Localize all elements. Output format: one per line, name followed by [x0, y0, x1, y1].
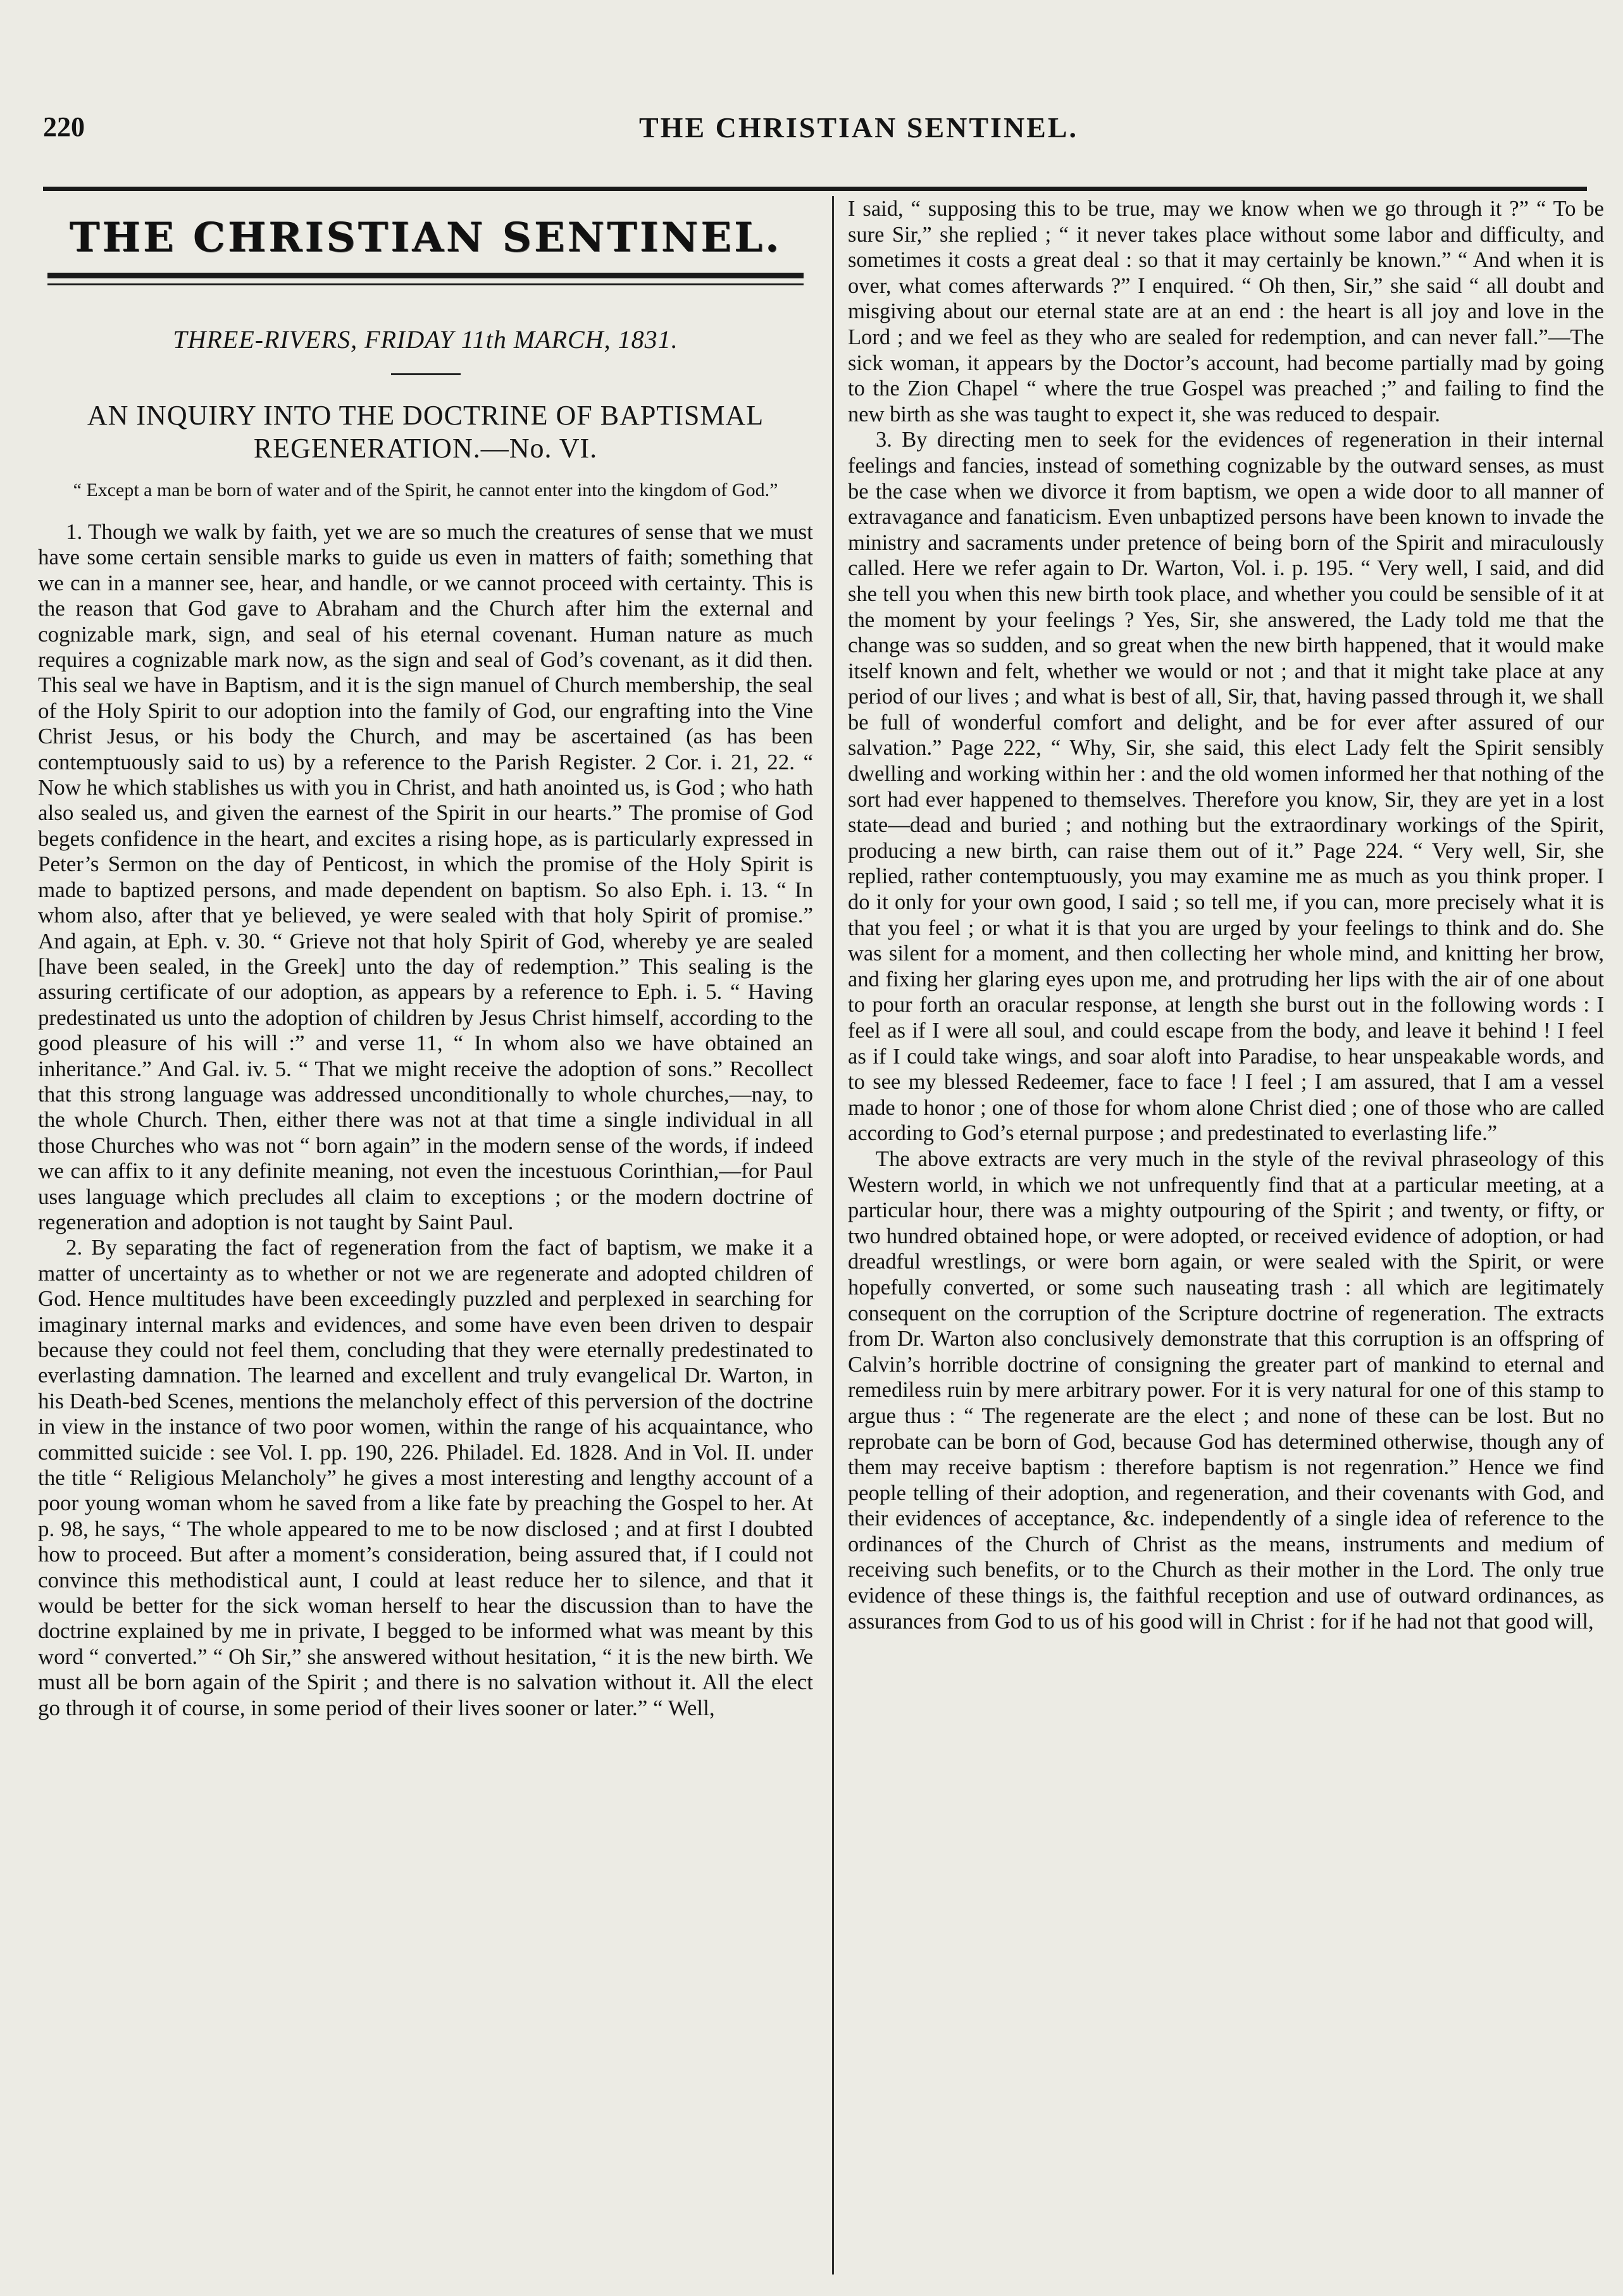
paragraph: 2. By separating the fact of regeneration from the fact of baptism, we make it a matter of uncertainty as to whether or not we are regenerate and adopted children of God. Hence multitudes have been exceedingly puzzled and perplexed in searching for imaginary internal marks and evidences, and some have even been driven to despair because they could not feel them, concluding that they were eternally predestinated to everlasting damnation. The learned and excellent and truly evangelical Dr. Warton, in his Death-bed Scenes, mentions the melancholy effect of this perversion of the doctrine in view in the instance of two poor women, within the range of his acquaintance, who committed suicide : see Vol. I. pp. 190, 226. Philadel. Ed. 1828. And in Vol. II. under the title “ Religious Melancholy” he gives a most interesting and lengthy account of a poor young woman whom he saved from a like fate by preaching the Gospel to her. At p. 98, he says, “ The whole appeared to me to be now disclosed ; and at first I doubted how to proceed. But after a moment’s consideration, being assured that, if I could not convince this methodistical aunt, I could at least reduce her to silence, and that it would be better for the sick woman herself to hear the discussion than to have the doctrine explained by me in private, I begged to be informed what was meant by this word “ converted.” “ Oh Sir,” she answered without hesitation, “ it is the new birth. We must all be born again of the Spirit ; and there is no salvation without it. All the elect go through it of course, in some period of their lives sooner or later.” “ Well,	[38, 1235, 813, 1720]
dateline: THREE-RIVERS, FRIDAY 11th MARCH, 1831.	[173, 325, 678, 354]
running-title: THE CHRISTIAN SENTINEL.	[639, 111, 1079, 144]
epigraph: “ Except a man be born of water and of the Spirit, he cannot enter into the kingdom of God.”	[73, 480, 778, 500]
right-column	[848, 196, 1604, 2284]
paragraph: 1. Though we walk by faith, yet we are so much the creatures of sense that we must have some certain sensible marks to guide us even in matters of faith; something that we can in a manner see, hear, and handle, or we cannot proceed with certainty. This is the reason that God gave to Abraham and the Church after him the external and cognizable mark, sign, and seal of his eternal covenant. Human nature as much requires a cognizable mark now, as the sign and seal of God’s covenant, as it did then. This seal we have in Baptism, and it is the sign manuel of Church membership, the seal of the Holy Spirit to our adoption into the family of God, our engrafting into the Vine Christ Jesus, or his body the Church, and may be ascertained (as has been contemptuously said to us) by a reference to the Parish Register. 2 Cor. i. 21, 22. “ Now he which stablishes us with you in Christ, and hath anointed us, is God ; who hath also sealed us, and given the earnest of the Spirit in our hearts.” The promise of God begets confidence in the heart, and excites a rising hope, as is particularly expressed in Peter’s Sermon on the day of Penticost, in which the promise of the Holy Spirit is made to baptized persons, and made dependent on baptism. So also Eph. i. 13. “ In whom also, after that ye believed, ye were sealed with that holy Spirit of promise.” And again, at Eph. v. 30. “ Grieve not that holy Spirit of God, whereby ye are sealed [have been sealed, in the Greek] unto the day of redemption.” This sealing is the assuring certificate of our adoption, as appears by a reference to Eph. i. 5. “ Having predestinated us unto the adoption of children by Jesus Christ himself, according to the good pleasure of his will :” and verse 11, “ In whom also we have obtained an inheritance.” And Gal. iv. 5. “ That we might receive the adoption of sons.” Recollect that this strong language was addressed unconditionally to whole churches,—nay, to the whole Church. Then, either there was not at that time a single individual in all those Churches who was not “ born again” in the modern sense of the words, if indeed we can affix to it any definite meaning, not even the incestuous Corinthian,—for Paul uses language which precludes all claim to exceptions ; or the modern doctrine of regeneration and adoption is not taught by Saint Paul.	[38, 519, 813, 1234]
masthead: THE CHRISTIAN SENTINEL.	[69, 214, 782, 261]
left-column	[38, 190, 813, 2290]
column-divider	[832, 196, 834, 2274]
paragraph: I said, “ supposing this to be true, may we know when we go through it ?” “ To be sure Sir,” she replied ; “ it never takes place without some labor and difficulty, and sometimes it costs a great deal : so that it may certainly be known.” “ And when it is over, what comes afterwards ?” I enquired. “ Oh then, Sir,” she said “ all doubt and misgiving about our eternal state are at an end : the heart is all joy and love in the Lord ; and we feel as they who are sealed for redemption, and can never fall.”—The sick woman, it appears by the Doctor’s account, had become partially mad by going to the Zion Chapel “ where the true Gospel was preached ;” and failing to find the new birth as she was taught to expect it, she was reduced to despair.	[848, 197, 1604, 426]
paragraph: 3. By directing men to seek for the evidences of regeneration in their internal feelings and fancies, instead of something cognizable by the outward senses, as must be the case when we divorce it from baptism, we open a wide door to all manner of extravagance and fanaticism. Even unbaptized persons have been known to invade the ministry and sacraments under pretence of being born of the Spirit and miraculously called. Here we refer again to Dr. Warton, Vol. i. p. 195. “ Very well, I said, and did she tell you when this new birth took place, and whether you could be sensible of it at the moment by your feelings ? Yes, Sir, she answered, the Lady told me that the change was so sudden, and so great when the new birth happened, that it would make itself known and felt, whether we would or not ; and that it might take place at any period of our lives ; and what is best of all, Sir, that, having passed through it, we shall be full of wonderful comfort and delight, and be for ever after assured of our salvation.” Page 222, “ Why, Sir, she said, this elect Lady felt the Spirit sensibly dwelling and working within her : and the old women informed her that nothing of the sort had ever happened to themselves. Therefore you know, Sir, they are yet in a lost state—dead and buried ; and nothing but the extraordinary workings of the Spirit, producing a new birth, can raise them out of it.” Page 224. “ Very well, Sir, she replied, rather contemptuously, you may examine me as much as you think proper. I do it only for your own good, I said ; so tell me, if you can, more precisely what it is that you feel ; or what it is that you are urged by your feelings to think and do. She was silent for a moment, and then collecting her whole mind, and knitting her brow, and fixing her glaring eyes upon me, and protruding her lips with the air of one about to pour forth an oracular response, at length she burst out in the following words : I feel as if I were all soul, and could escape from the body, and leave it behind ! I feel as if I could take wings, and soar aloft into Paradise, to hear unspeakable words, and to see my blessed Redeemer, face to face ! I feel ; I am assured, that I am a vessel made to honor ; one of those for whom alone Christ died ; one of those who are called according to God’s eternal purpose ; and predestinated to everlasting life.”	[848, 428, 1604, 1146]
masthead-rule-thin	[47, 283, 804, 285]
masthead-rule-thick	[47, 273, 804, 278]
article-title: AN INQUIRY INTO THE DOCTRINE OF BAPTISMAL REGENERATION.—No. VI.	[87, 400, 764, 464]
page-number: 220	[43, 111, 85, 142]
paragraph: The above extracts are very much in the style of the revival phraseology of this Western world, in which we not unfrequently find that at a particular meeting, at a particular hour, there was a mighty outpouring of the Spirit ; and twenty, or fifty, or two hundred obtained hope, or were adopted, or received evidence of adoption, or had dreadful wrestlings, or were born again, or were sealed with the Spirit, or were hopefully converted, or some such nauseating trash : all which are legitimately consequent on the corruption of the Scripture doctrine of regeneration. The extracts from Dr. Warton also conclusively demonstrate that this corruption is an offspring of Calvin’s horrible doctrine of consigning the greater part of mankind to eternal and remediless ruin by mere arbitrary power. For it is very natural for one of this stamp to argue thus : “ The regenerate are the elect ; and none of these can be lost. But no reprobate can be born of God, because God has determined otherwise, though any of them may receive baptism : therefore baptism is not regenration.” Hence we find people telling of their adoption, and regeneration, and their covenants with God, and their evidences of acceptance, &c. independently of a single idea of reference to the ordinances of the Church of Christ as the means, instruments and medium of receiving such benefits, or to the Church as their mother in the Lord. The only true evidence of these things is, the faithful reception and use of outward ordinances, as assurances from God to us of his good will in Christ : for if he had not that good will,	[848, 1146, 1604, 1634]
section-divider	[391, 373, 461, 375]
running-head	[0, 111, 1623, 155]
